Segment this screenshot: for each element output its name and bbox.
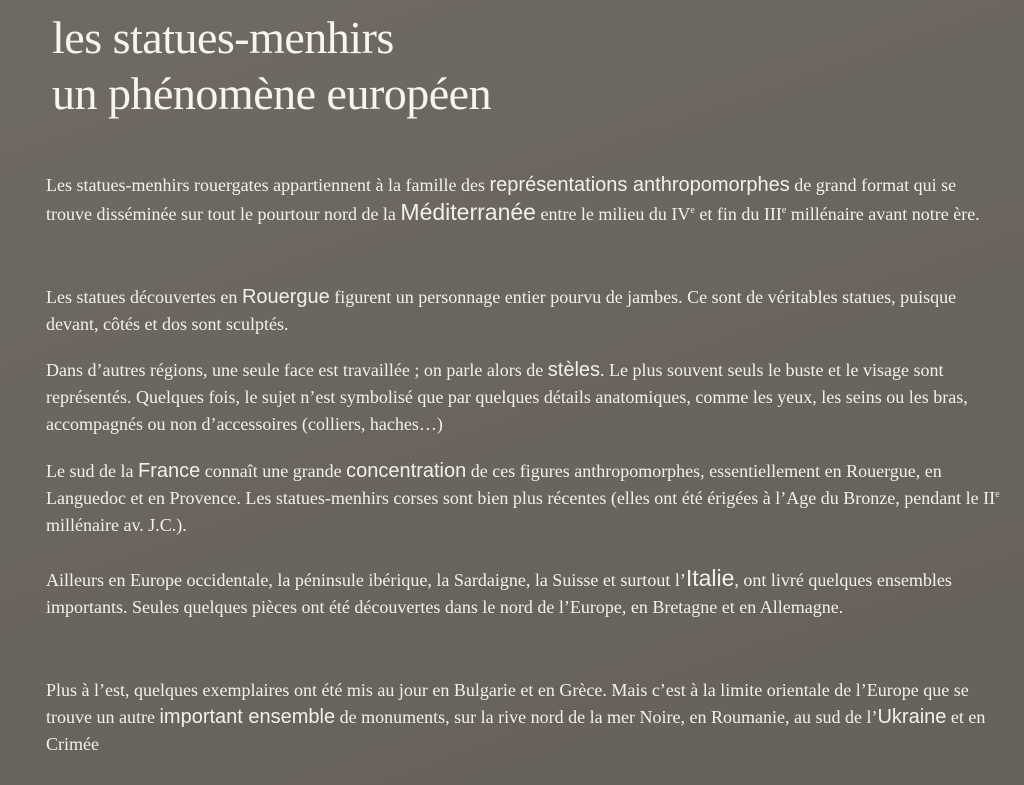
p2-emphasis-rouergue: Rouergue xyxy=(241,286,330,308)
p4-text-c: connaît une grande xyxy=(200,461,347,481)
p1-superscript-1: e xyxy=(690,205,695,216)
p1-emphasis-mediterranee: Méditerranée xyxy=(400,199,536,225)
paragraph-steles xyxy=(46,357,1004,438)
p3-text-a: Dans d’autres régions, une seule face est travaillée ; on parle alors de xyxy=(46,360,548,380)
p3-emphasis-steles: stèles xyxy=(547,359,601,381)
paragraph-mediterranean xyxy=(46,172,1004,228)
p5-text-a: Ailleurs en Europe occidentale, la péninsule ibérique, la Sardaigne, la Suisse et surtout l’ xyxy=(46,570,686,590)
p4-superscript: e xyxy=(995,489,1000,500)
paragraph-rouergue xyxy=(46,284,1004,338)
p1-text-e: entre le milieu du IV xyxy=(535,204,691,224)
p2-text-c: figurent un personnage entier pourvu de jambes. Ce sont de véritables statues, puisque devant, côtés et dos sont sculptés. xyxy=(46,287,957,334)
p1-superscript-2: e xyxy=(781,205,787,216)
p6-text-a: Plus à l’est, quelques exemplaires ont été mis au jour en Bulgarie et en Grèce. Mais c’est à la limite orientale de l’Europe que se trouve un autre xyxy=(46,680,969,727)
p4-text-e: de ces figures anthropomorphes, essentiellement en Rouergue, en Languedoc et en Provence. Les statues-menhirs corses sont bien plus récentes (elles ont été érigées à l’Age du Bronze, pendant le II xyxy=(46,461,996,508)
p6-emphasis-ensemble: important ensemble xyxy=(159,706,336,728)
p4-text-a: Le sud de la xyxy=(46,461,138,481)
p5-emphasis-italie: Italie xyxy=(685,565,735,591)
p6-emphasis-ukraine: Ukraine xyxy=(877,706,947,728)
paragraph-europe-occidentale xyxy=(46,565,1004,621)
p4-text-f: millénaire av. J.C.). xyxy=(46,515,187,535)
p3-text-c: . Le plus souvent seuls le buste et le visage sont représentés. Quelques fois, le sujet n’est symbolisé que par quelques détails anatomiques, comme les yeux, les seins ou les bras, accompagnés ou non d’accessoires (colliers, haches…) xyxy=(46,360,968,434)
p1-text-c: de grand format qui se trouve disséminée sur tout le pourtour nord de la xyxy=(46,175,957,224)
p6-text-e: et en Crimée xyxy=(46,707,986,754)
panel-title xyxy=(52,10,491,122)
title-line-1: les statues-menhirs xyxy=(52,12,394,63)
p1-text-f: et fin du III xyxy=(694,204,782,224)
p1-text-g: millénaire avant notre ère. xyxy=(786,204,980,224)
p2-text-a: Les statues découvertes en xyxy=(46,287,242,307)
p6-text-c: de monuments, sur la rive nord de la mer Noire, en Roumanie, au sud de l’ xyxy=(335,707,878,727)
title-line-2: un phénomène européen xyxy=(52,68,492,119)
p5-text-c: , ont livré quelques ensembles importants. Seules quelques pièces ont été découvertes dans le nord de l’Europe, en Bretagne et en Allemagne. xyxy=(46,570,952,617)
p1-text-a: Les statues-menhirs rouergates appartiennent à la famille des xyxy=(46,175,490,195)
p1-emphasis-anthropomorphes: représentations anthropomorphes xyxy=(489,174,790,196)
p4-emphasis-concentration: concentration xyxy=(346,460,467,482)
p4-emphasis-france: France xyxy=(137,460,201,482)
paragraph-est xyxy=(46,677,1004,758)
paragraph-france xyxy=(46,458,1004,539)
